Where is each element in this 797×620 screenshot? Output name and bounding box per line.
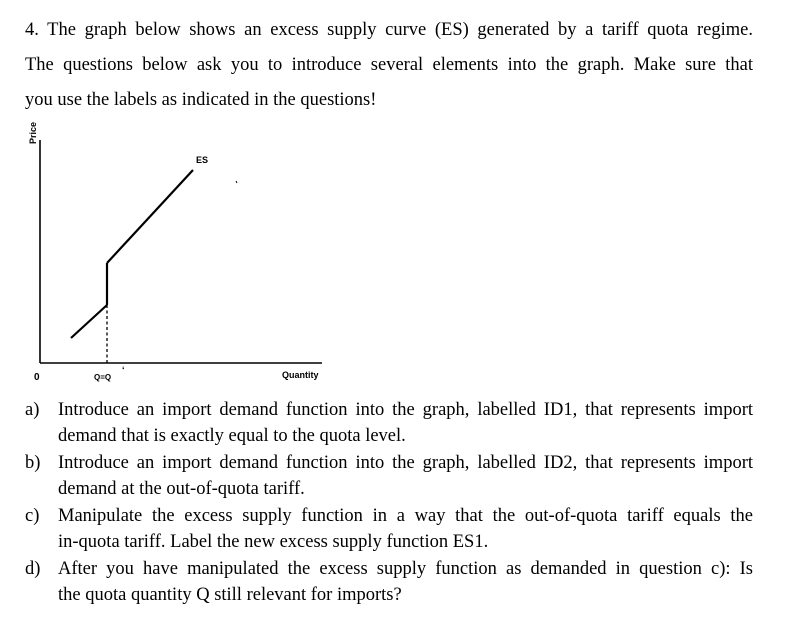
question-b-line-1: Introduce an import demand function into the graph, labelled ID2, that represents import: [58, 453, 753, 473]
question-b-line-2: demand at the out-of-quota tariff.: [58, 479, 305, 499]
question-a-line-1: Introduce an import demand function into the graph, labelled ID1, that represents import: [58, 400, 753, 420]
question-c-line-2: in-quota tariff. Label the new excess supply function ES1.: [58, 532, 489, 552]
intro-line-2: The questions below ask you to introduce several elements into the graph. Make sure that: [25, 55, 753, 75]
y-axis-label: Price: [28, 121, 38, 145]
quota-quantity-mark: ‘: [122, 365, 125, 375]
question-c: [25, 503, 753, 555]
es-curve-label: ES: [196, 155, 209, 165]
question-c-line-1: Manipulate the excess supply function in a way that the out-of-quota tariff equals the: [58, 506, 753, 526]
question-d-letter: d): [25, 559, 41, 579]
stray-mark: [236, 181, 237, 183]
excess-supply-graph: [0, 118, 360, 388]
intro-line-3: you use the labels as indicated in the questions!: [25, 90, 377, 110]
es-curve-lower: [71, 305, 107, 338]
origin-label: 0: [34, 372, 40, 383]
question-d: [25, 556, 753, 608]
question-a-line-2: demand that is exactly equal to the quota level.: [58, 426, 406, 446]
intro-line-1: 4. The graph below shows an excess supply curve (ES) generated by a tariff quota regime.: [25, 20, 753, 40]
question-d-line-2: the quota quantity Q still relevant for imports?: [58, 585, 402, 605]
quota-quantity-label: Q=Q: [94, 373, 112, 382]
question-c-letter: c): [25, 506, 40, 526]
es-curve-upper: [107, 170, 193, 263]
question-a: [25, 397, 753, 449]
x-axis-label: Quantity: [282, 370, 319, 380]
question-a-letter: a): [25, 400, 40, 420]
question-d-line-1: After you have manipulated the excess supply function as demanded in question c): Is: [58, 559, 753, 579]
question-b: [25, 450, 753, 502]
question-b-letter: b): [25, 453, 41, 473]
